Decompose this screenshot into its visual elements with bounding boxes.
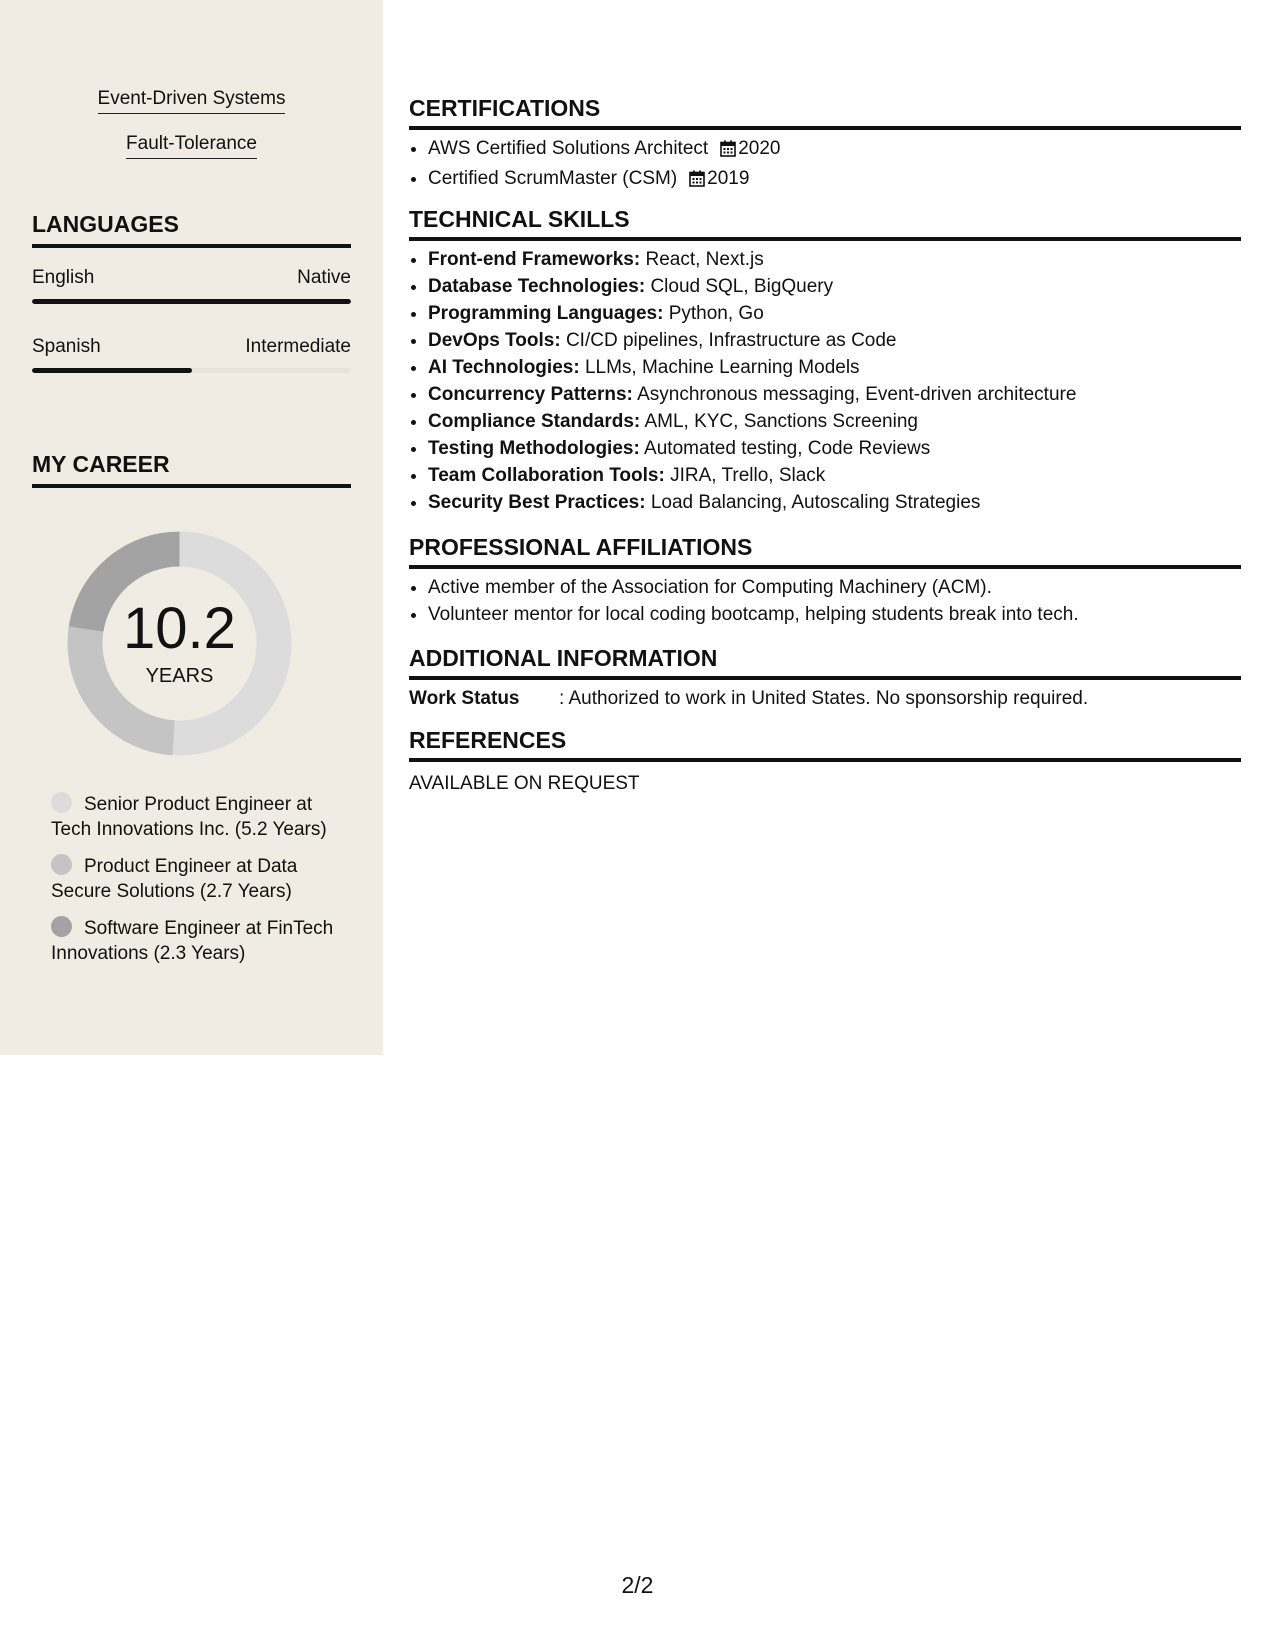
affiliations-heading: PROFESSIONAL AFFILIATIONS [409, 534, 1241, 569]
languages-heading: LANGUAGES [32, 211, 351, 248]
list-item: • Database Technologies: Cloud SQL, BigQuery [428, 273, 1260, 300]
additional-info-heading: ADDITIONAL INFORMATION [409, 645, 1241, 680]
language-row [32, 267, 351, 289]
work-status-label: Work Status [409, 688, 520, 709]
list-item: • Active member of the Association for Computing Machinery (ACM). [428, 574, 1260, 601]
calendar-icon [720, 138, 736, 165]
language-proficiency-fill [32, 368, 192, 373]
work-status-value: : Authorized to work in United States. No sponsorship required. [559, 688, 1089, 709]
list-item: • Team Collaboration Tools: JIRA, Trello, Slack [428, 462, 1260, 489]
language-proficiency-bar [32, 368, 351, 373]
language-proficiency-bar [32, 299, 351, 304]
list-item: • DevOps Tools: CI/CD pipelines, Infrastructure as Code [428, 327, 1260, 354]
language-name: Spanish [32, 336, 101, 357]
skill-tag: Fault-Tolerance [0, 133, 383, 159]
language-proficiency-fill [32, 299, 351, 304]
skill-tag: Event-Driven Systems [0, 88, 383, 114]
references-text: AVAILABLE ON REQUEST [409, 773, 640, 794]
language-row [32, 336, 351, 358]
career-heading: MY CAREER [32, 451, 351, 488]
references-heading: REFERENCES [409, 727, 1241, 762]
list-item: • Compliance Standards: AML, KYC, Sanctions Screening [428, 408, 1260, 435]
list-item: • Testing Methodologies: Automated testing, Code Reviews [428, 435, 1260, 462]
legend-dot [51, 854, 72, 875]
technical-skills-heading: TECHNICAL SKILLS [409, 206, 1241, 241]
legend-dot [51, 916, 72, 937]
list-item: • Front-end Frameworks: React, Next.js [428, 246, 1260, 273]
list-item: • Concurrency Patterns: Asynchronous messaging, Event-driven architecture [428, 381, 1260, 408]
calendar-icon [689, 168, 705, 195]
career-total-unit: YEARS [145, 665, 214, 687]
career-legend-item: Senior Product Engineer at Tech Innovations Inc. (5.2 Years) [51, 794, 327, 840]
career-total-years: 10.2 [123, 596, 236, 661]
page-number: 2/2 [621, 1572, 654, 1598]
technical-skills-list [409, 246, 1260, 516]
list-item: • Volunteer mentor for local coding bootcamp, helping students break into tech. [428, 601, 1260, 628]
career-legend-item: Product Engineer at Data Secure Solutions (2.7 Years) [51, 856, 298, 902]
affiliations-list [409, 574, 1260, 628]
certifications-heading: CERTIFICATIONS [409, 95, 1241, 130]
certifications-list [409, 135, 1260, 195]
list-item: • AI Technologies: LLMs, Machine Learning Models [428, 354, 1260, 381]
language-level: Intermediate [245, 336, 351, 357]
language-level: Native [297, 267, 351, 288]
work-status-row [409, 688, 1241, 710]
sidebar [0, 0, 383, 1055]
language-name: English [32, 267, 95, 288]
legend-dot [51, 792, 72, 813]
career-legend-item: Software Engineer at FinTech Innovations (2.3 Years) [51, 918, 334, 964]
list-item: • AWS Certified Solutions Architect 2020 [428, 135, 1260, 165]
list-item: • Certified ScrumMaster (CSM) 2019 [428, 165, 1260, 195]
list-item: • Security Best Practices: Load Balancing, Autoscaling Strategies [428, 489, 1260, 516]
list-item: • Programming Languages: Python, Go [428, 300, 1260, 327]
